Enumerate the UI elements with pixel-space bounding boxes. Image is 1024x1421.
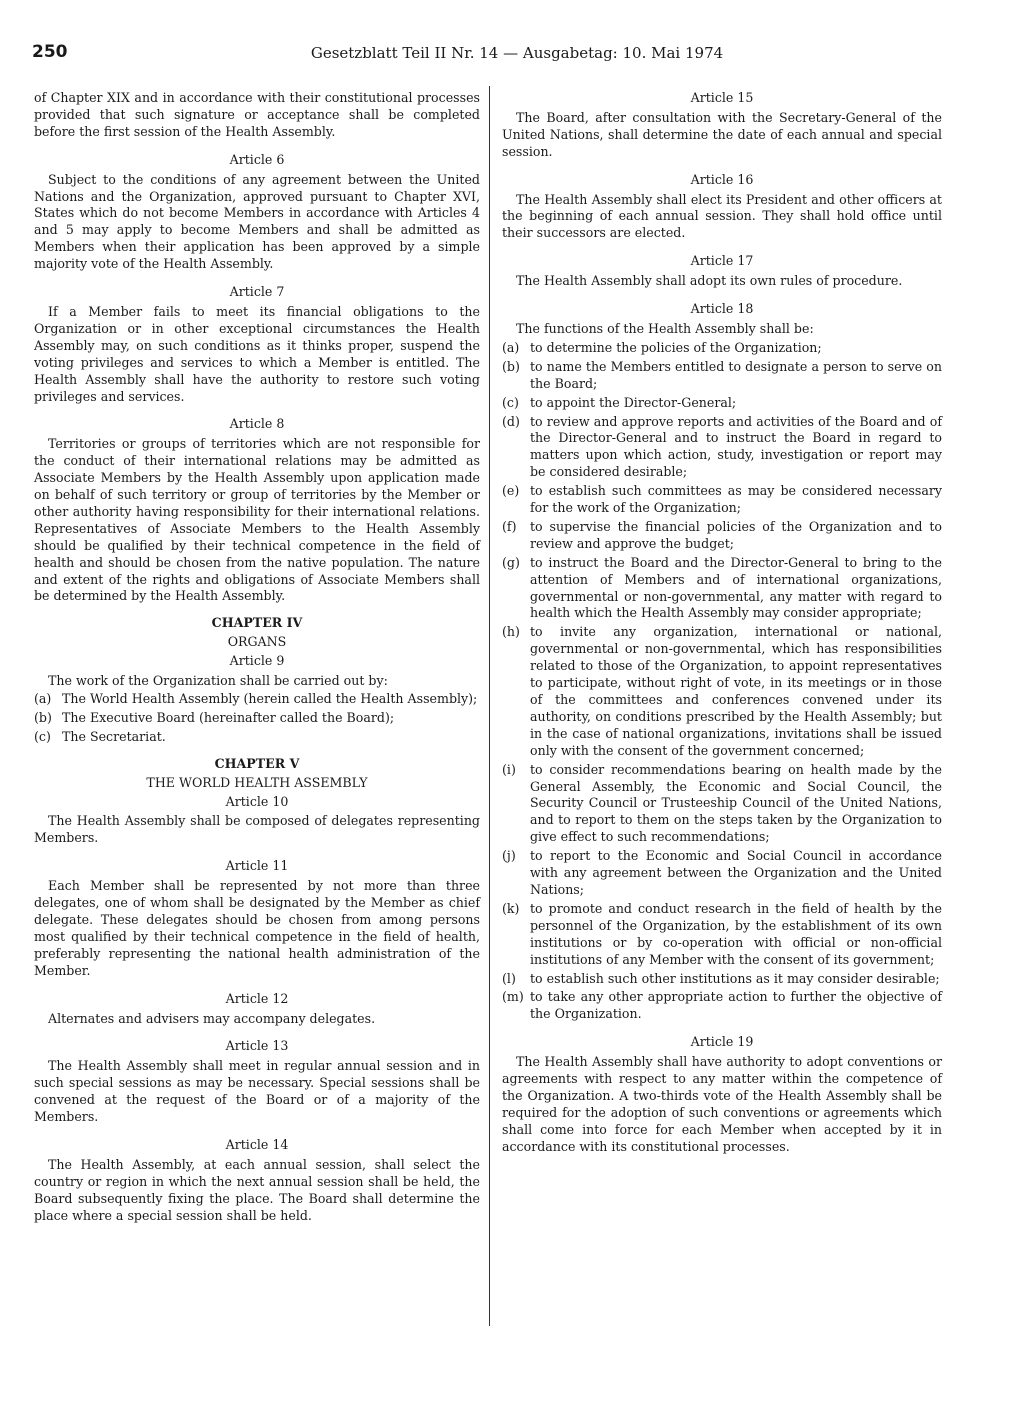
article-17-heading: Article 17 — [690, 253, 754, 269]
article-19-heading: Article 19 — [690, 1034, 754, 1050]
article-10-text: The Health Assembly shall be composed of delegates representing Members. — [34, 813, 480, 846]
article-13-text: The Health Assembly shall meet in regular annual session and in such special sessions as may be necessary. Special sessions shall be convened at the request of the Board or of a majority of the Members. — [34, 1058, 480, 1125]
list-item-label: (a) — [34, 691, 52, 706]
article-18-heading: Article 18 — [690, 301, 754, 317]
list-item-text: to review and approve reports and activities of the Board and of the Director-General and to instruct the Board in regard to matters upon which action, study, investigation or report may be considered desirable; — [530, 413, 942, 480]
list-item-text: to consider recommendations bearing on health made by the General Assembly, the Economic and Social Council, the Security Council or Trusteeship Council of the United Nations, and to report to them on the steps taken by the Organization to give effect to such recommendations; — [530, 761, 942, 845]
article-10-heading: Article 10 — [225, 793, 289, 809]
list-item-label: (m) — [502, 989, 524, 1005]
right-column — [502, 90, 942, 1156]
article-12-heading: Article 12 — [225, 990, 289, 1006]
list-item — [502, 848, 942, 899]
list-item-label: (a) — [502, 339, 520, 355]
list-item — [502, 519, 942, 553]
article-7-heading: Article 7 — [229, 284, 285, 300]
article-6-text: Subject to the conditions of any agreement between the United Nations and the Organization, approved pursuant to Chapter XVI, States which do not become Members in accordance with Articles 4 and 5 may apply to become Members and shall be admitted as Members when their application has been approved by a simple majority vote of the Health Assembly. — [34, 171, 480, 272]
article-14-heading: Article 14 — [225, 1136, 289, 1152]
article-17-text: The Health Assembly shall adopt its own rules of procedure. — [516, 273, 903, 289]
article-9-heading: Article 9 — [229, 653, 285, 669]
left-column — [34, 90, 480, 1224]
list-item — [502, 359, 942, 393]
list-item — [502, 989, 942, 1023]
list-item-text: to establish such other institutions as it may consider desirable; — [530, 970, 940, 986]
article-19-text: The Health Assembly shall have authority to adopt conventions or agreements with respect to any matter within the competence of the Organization. A two-thirds vote of the Health Assembly shall be required for the adoption of such conventions or agreements which shall come into force for each Member when accepted by it in accordance with its constitutional processes. — [502, 1054, 942, 1154]
chapter-4-subtitle: ORGANS — [227, 634, 287, 650]
list-item-text: The Secretariat. — [62, 728, 166, 744]
article-18-text: The functions of the Health Assembly shall be: — [516, 320, 814, 336]
list-item — [34, 691, 480, 708]
list-item-label: (e) — [502, 483, 520, 499]
article-16-text: The Health Assembly shall elect its President and other officers at the beginning of each annual session. They shall hold office until their successors are elected. — [502, 191, 942, 241]
list-item-label: (l) — [502, 970, 516, 986]
article-7-text: If a Member fails to meet its financial obligations to the Organization or in other exceptional circumstances the Health Assembly may, on such conditions as it thinks proper, suspend the voting privileges and services to which a Member is entitled. The Health Assembly shall have the authority to restore such voting privileges and services. — [34, 303, 480, 404]
page-header — [32, 42, 1002, 70]
list-item-text: to instruct the Board and the Director-General to bring to the attention of Members and of international organizations, governmental or non-governmental, any matter with regard to health which the Health Assembly may consider appropriate; — [530, 554, 942, 621]
chapter-5-title: CHAPTER V — [214, 755, 300, 771]
list-item-text: to supervise the financial policies of the Organization and to review and approve the budget; — [530, 518, 942, 551]
list-item-label: (g) — [502, 554, 520, 570]
running-title: Gesetzblatt Teil II Nr. 14 — Ausgabetag: 10. Mai 1974 — [310, 44, 724, 62]
article-12-text: Alternates and advisers may accompany delegates. — [48, 1010, 376, 1026]
list-item — [502, 762, 942, 847]
list-item — [34, 710, 480, 727]
article-6-heading: Article 6 — [229, 151, 285, 167]
list-item-text: to establish such committees as may be considered necessary for the work of the Organization; — [530, 483, 942, 516]
article-9-text: The work of the Organization shall be carried out by: — [48, 673, 388, 689]
list-item — [502, 555, 942, 623]
chapter-5-subtitle: THE WORLD HEALTH ASSEMBLY — [146, 774, 368, 790]
list-item-text: to name the Members entitled to designate a person to serve on the Board; — [530, 358, 942, 391]
list-item-text: The Executive Board (hereinafter called the Board); — [62, 709, 395, 725]
list-item-text: The World Health Assembly (herein called the Health Assembly); — [62, 691, 478, 706]
list-item — [502, 624, 942, 759]
article-15-heading: Article 15 — [690, 90, 754, 105]
list-item-text: to invite any organization, international or national, governmental or non-governmental, which has responsibilities related to those of the Organization, to appoint representatives to participate, without right of vote, in its meetings or in those of the committees and conferences convened under its authority, on conditions prescribed by the Health Assembly; but in the case of national organizations, invitations shall be issued only with the consent of the government concerned; — [530, 624, 942, 758]
list-item — [502, 340, 942, 357]
list-item-label: (b) — [502, 358, 520, 374]
list-item-label: (j) — [502, 848, 516, 864]
list-item-label: (c) — [34, 728, 51, 744]
list-item — [502, 901, 942, 969]
list-item-label: (h) — [502, 624, 520, 640]
list-item-label: (i) — [502, 761, 516, 777]
chapter-4-title: CHAPTER IV — [211, 615, 303, 631]
article-13-heading: Article 13 — [225, 1038, 289, 1054]
list-item — [502, 414, 942, 482]
column-divider — [489, 86, 490, 1326]
article-15-text: The Board, after consultation with the Secretary-General of the United Nations, shall determine the date of each annual and special session. — [502, 109, 942, 159]
article-11-heading: Article 11 — [225, 858, 289, 874]
continued-text: of Chapter XIX and in accordance with their constitutional processes provided that such signature or acceptance shall be completed before the first session of the Health Assembly. — [34, 90, 480, 139]
list-item-text: to promote and conduct research in the field of health by the personnel of the Organization, by the establishment of its own institutions or by co-operation with official or non-official institutions of any Member with the consent of its government; — [530, 900, 942, 967]
list-item — [502, 971, 942, 988]
list-item-text: to determine the policies of the Organization; — [530, 339, 822, 355]
list-item-text: to appoint the Director-General; — [530, 394, 737, 410]
list-item-label: (c) — [502, 394, 519, 410]
list-item-label: (d) — [502, 413, 520, 429]
page-number: 250 — [32, 42, 68, 62]
article-8-heading: Article 8 — [229, 416, 285, 432]
article-14-text: The Health Assembly, at each annual session, shall select the country or region in which the next annual session shall be held, the Board subsequently fixing the place. The Board shall determine the place where a special session shall be held. — [34, 1156, 480, 1223]
list-item-label: (k) — [502, 900, 520, 916]
article-8-text: Territories or groups of territories which are not responsible for the conduct of their international relations may be admitted as Associate Members by the Health Assembly upon application made on behalf of such territory or group of territories by the Member or other authority having responsibility for their international relations. Representatives of Associate Members to the Health Assembly should be qualified by their technical competence in the field of health and should be chosen from the native population. The nature and extent of the rights and obligations of Associate Members shall be determined by the Health Assembly. — [34, 436, 480, 604]
list-item-text: to take any other appropriate action to further the objective of the Organization. — [530, 989, 942, 1022]
list-item-label: (b) — [34, 709, 52, 725]
list-item — [502, 483, 942, 517]
article-11-text: Each Member shall be represented by not more than three delegates, one of whom shall be designated by the Member as chief delegate. These delegates should be chosen from among persons most qualified by their technical competence in the field of health, preferably representing the national health administration of the Member. — [34, 878, 480, 978]
list-item-label: (f) — [502, 518, 517, 534]
article-16-heading: Article 16 — [690, 171, 754, 187]
list-item-text: to report to the Economic and Social Council in accordance with any agreement between the Organization and the United Nations; — [530, 848, 942, 897]
list-item — [502, 395, 942, 412]
list-item — [34, 729, 480, 746]
